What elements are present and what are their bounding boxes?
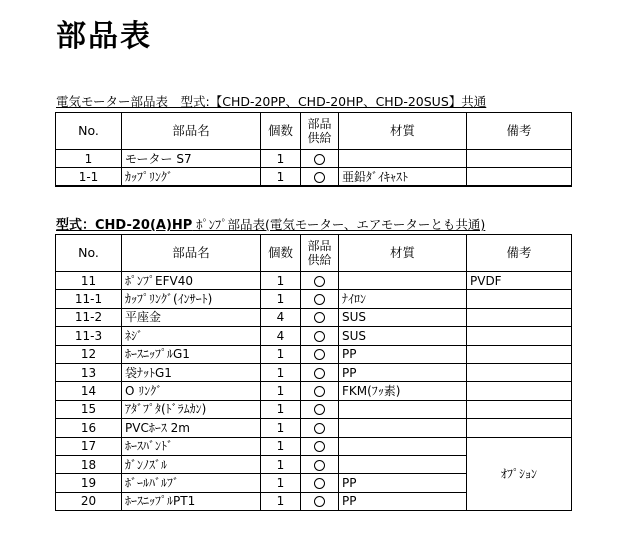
cell-no: 19 [56,474,122,492]
cell-material: ﾅｲﾛﾝ [339,290,467,308]
cell-qty: 1 [261,382,301,400]
cell-note: PVDF [467,272,572,290]
supply-circle-icon [314,276,325,287]
cell-material [339,419,467,437]
cell-supply [301,492,339,510]
supply-circle-icon [314,368,325,379]
table-row [56,363,572,381]
cell-no: 12 [56,345,122,363]
table-row [56,272,572,290]
cell-supply [301,345,339,363]
cell-name: ｶﾞﾝﾉｽﾞﾙ [122,455,261,473]
cell-name: ﾎｰｽﾆｯﾌﾟﾙPT1 [122,492,261,510]
cell-qty: 4 [261,308,301,326]
header-note: 備考 [467,235,572,272]
cell-qty: 1 [261,363,301,381]
header-no: No. [56,235,122,272]
cell-note [467,327,572,345]
cell-note [467,308,572,326]
header-note: 備考 [467,113,572,150]
cell-qty: 1 [261,455,301,473]
cell-material [339,150,467,168]
table-row [56,327,572,345]
cell-supply [301,363,339,381]
cell-material: PP [339,492,467,510]
supply-circle-icon [314,460,325,471]
cell-no: 1-1 [56,168,122,187]
cell-qty: 1 [261,419,301,437]
header-supply [301,113,339,150]
supply-circle-icon [314,423,325,434]
cell-no: 20 [56,492,122,510]
cell-no: 1 [56,150,122,168]
table-row [56,419,572,437]
cell-note [467,345,572,363]
cell-note [467,363,572,381]
cell-no: 11-2 [56,308,122,326]
cell-name: ﾈｼﾞ [122,327,261,345]
cell-material: PP [339,363,467,381]
cell-no: 13 [56,363,122,381]
cell-material [339,400,467,418]
option-note: ｵﾌﾟｼｮﾝ [467,437,572,511]
table-row [56,345,572,363]
header-supply-line1: 部品 [307,239,332,253]
cell-name: ｱﾀﾞﾌﾟﾀ(ﾄﾞﾗﾑｶﾝ) [122,400,261,418]
table-row [56,150,572,168]
cell-name: 平座金 [122,308,261,326]
cell-name: ｶｯﾌﾟﾘﾝｸﾞ(ｲﾝｻｰﾄ) [122,290,261,308]
cell-no: 11-3 [56,327,122,345]
cell-no: 17 [56,437,122,455]
cell-no: 15 [56,400,122,418]
cell-no: 14 [56,382,122,400]
cell-material: FKM(ﾌｯ素) [339,382,467,400]
table-row [56,308,572,326]
cell-qty: 1 [261,150,301,168]
header-supply-line2: 供給 [307,253,332,267]
table-row [56,437,572,455]
supply-circle-icon [314,312,325,323]
pump-parts-table [55,234,572,511]
cell-name: ｶｯﾌﾟﾘﾝｸﾞ [122,168,261,187]
table1-caption-text: 電気モーター部品表 型式:【CHD-20PP、CHD-20HP、CHD-20SUS】共通 [56,94,487,109]
cell-note [467,419,572,437]
table2-caption-text: ﾎﾟﾝﾌﾟ部品表(電気モーター、エアモーターとも共通) [192,217,486,232]
supply-circle-icon [314,331,325,342]
cell-name: モーター S7 [122,150,261,168]
cell-supply [301,419,339,437]
cell-material: PP [339,474,467,492]
cell-supply [301,474,339,492]
cell-qty: 1 [261,168,301,187]
supply-circle-icon [314,386,325,397]
cell-name: PVCﾎｰｽ 2m [122,419,261,437]
supply-circle-icon [314,172,325,183]
cell-note [467,290,572,308]
supply-circle-icon [314,441,325,452]
cell-material: 亜鉛ﾀﾞｲｷｬｽﾄ [339,168,467,187]
cell-name: 袋ﾅｯﾄG1 [122,363,261,381]
table2-caption [56,219,485,232]
table-row [56,400,572,418]
cell-supply [301,308,339,326]
header-qty: 個数 [261,235,301,272]
cell-note [467,400,572,418]
cell-material: SUS [339,308,467,326]
cell-qty: 4 [261,327,301,345]
cell-supply [301,290,339,308]
cell-material: PP [339,345,467,363]
cell-supply [301,168,339,187]
cell-qty: 1 [261,400,301,418]
table1-caption [56,96,486,109]
supply-circle-icon [314,404,325,415]
cell-no: 18 [56,455,122,473]
cell-note [467,150,572,168]
header-name: 部品名 [122,235,261,272]
cell-name: ﾎﾞｰﾙﾊﾞﾙﾌﾞ [122,474,261,492]
cell-qty: 1 [261,492,301,510]
cell-supply [301,400,339,418]
cell-no: 11-1 [56,290,122,308]
cell-material [339,272,467,290]
header-qty: 個数 [261,113,301,150]
supply-circle-icon [314,496,325,507]
table2-header-row [56,235,572,272]
cell-name: ﾎｰｽﾆｯﾌﾟﾙG1 [122,345,261,363]
table-row [56,290,572,308]
supply-circle-icon [314,478,325,489]
cell-name: ﾎﾟﾝﾌﾟEFV40 [122,272,261,290]
cell-qty: 1 [261,290,301,308]
header-supply [301,235,339,272]
cell-note [467,382,572,400]
cell-qty: 1 [261,474,301,492]
supply-circle-icon [314,294,325,305]
cell-qty: 1 [261,345,301,363]
cell-name: O ﾘﾝｸﾞ [122,382,261,400]
cell-supply [301,437,339,455]
supply-circle-icon [314,154,325,165]
cell-supply [301,272,339,290]
header-supply-line1: 部品 [307,117,332,131]
cell-supply [301,382,339,400]
supply-circle-icon [314,349,325,360]
cell-no: 11 [56,272,122,290]
cell-name: ﾎｰｽﾊﾞﾝﾄﾞ [122,437,261,455]
cell-qty: 1 [261,272,301,290]
cell-qty: 1 [261,437,301,455]
table-row [56,168,572,187]
header-name: 部品名 [122,113,261,150]
table1-header-row [56,113,572,150]
cell-supply [301,455,339,473]
table2-caption-model: 型式：CHD-20(A)HP [56,218,193,233]
cell-material [339,437,467,455]
cell-supply [301,327,339,345]
header-material: 材質 [339,235,467,272]
motor-parts-table [55,112,572,187]
cell-material [339,455,467,473]
table-row [56,382,572,400]
cell-no: 16 [56,419,122,437]
page-title: 部品表 [56,19,152,54]
header-material: 材質 [339,113,467,150]
header-no: No. [56,113,122,150]
cell-material: SUS [339,327,467,345]
header-supply-line2: 供給 [307,131,332,145]
cell-supply [301,150,339,168]
cell-note [467,168,572,187]
